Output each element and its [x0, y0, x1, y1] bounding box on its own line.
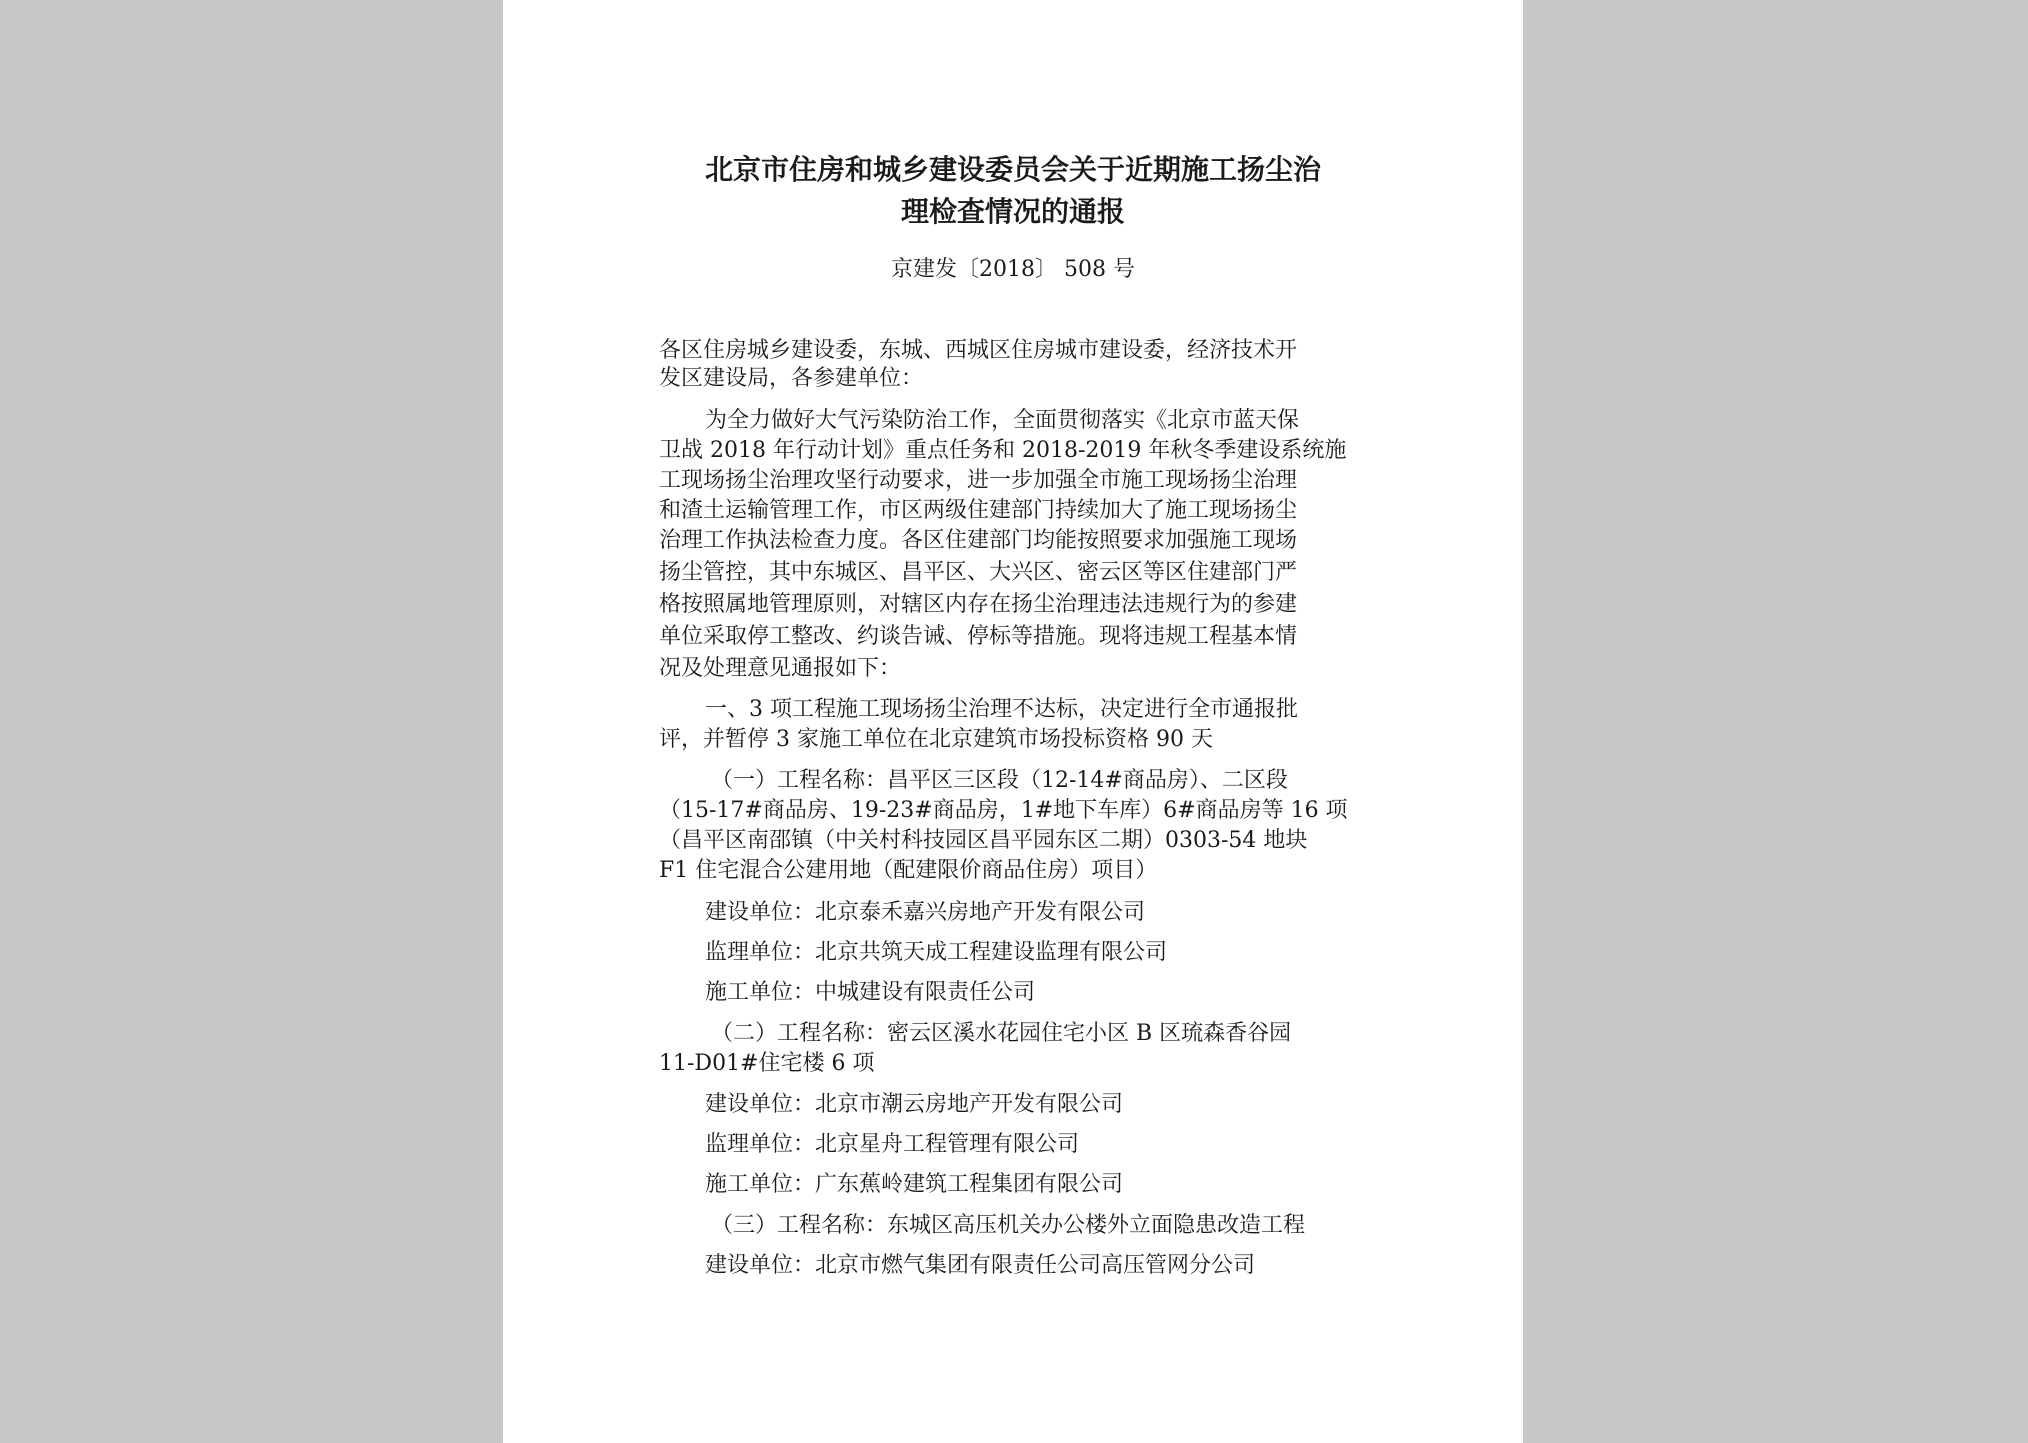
body-line: 一、3 项工程施工现场扬尘治理不达标，决定进行全市通报批 [705, 697, 1298, 722]
body-line: 建设单位：北京市潮云房地产开发有限公司 [705, 1092, 1124, 1117]
body-line: 11-D01#住宅楼 6 项 [659, 1051, 875, 1076]
body-line: 发区建设局，各参建单位： [659, 366, 924, 391]
body-line: （二）工程名称：密云区溪水花园住宅小区 B 区琉森香谷园 [711, 1021, 1292, 1046]
body-line: （三）工程名称：东城区高压机关办公楼外立面隐患改造工程 [711, 1213, 1306, 1238]
body-line: 况及处理意见通报如下： [659, 656, 902, 681]
body-line: 监理单位：北京共筑天成工程建设监理有限公司 [705, 940, 1168, 965]
body-line: 为全力做好大气污染防治工作，全面贯彻落实《北京市蓝天保 [705, 408, 1300, 433]
body-line: （15-17#商品房、19-23#商品房，1#地下车库）6#商品房等 16 项 [659, 798, 1348, 823]
body-line: （一）工程名称：昌平区三区段（12-14#商品房）、二区段 [711, 768, 1288, 793]
body-line: 格按照属地管理原则，对辖区内存在扬尘治理违法违规行为的参建 [659, 592, 1298, 617]
document-title-line-1: 北京市住房和城乡建设委员会关于近期施工扬尘治 [704, 153, 1321, 186]
body-line: 扬尘管控，其中东城区、昌平区、大兴区、密云区等区住建部门严 [659, 560, 1298, 585]
body-line: 建设单位：北京市燃气集团有限责任公司高压管网分公司 [705, 1253, 1256, 1278]
body-line: F1 住宅混合公建用地（配建限价商品住房）项目） [659, 858, 1158, 883]
body-line: （昌平区南邵镇（中关村科技园区昌平园东区二期）0303-54 地块 [659, 828, 1308, 853]
body-line: 卫战 2018 年行动计划》重点任务和 2018-2019 年秋冬季建设系统施 [659, 438, 1347, 463]
body-line: 治理工作执法检查力度。各区住建部门均能按照要求加强施工现场 [659, 528, 1298, 553]
body-line: 监理单位：北京星舟工程管理有限公司 [705, 1132, 1080, 1157]
body-line: 各区住房城乡建设委，东城、西城区住房城市建设委，经济技术开 [659, 338, 1298, 363]
document-page [503, 0, 1523, 1443]
body-line: 和渣土运输管理工作，市区两级住建部门持续加大了施工现场扬尘 [659, 498, 1298, 523]
document-title-line-2: 理检查情况的通报 [900, 195, 1125, 228]
body-line: 施工单位：广东蕉岭建筑工程集团有限公司 [705, 1172, 1124, 1197]
body-line: 单位采取停工整改、约谈告诫、停标等措施。现将违规工程基本情 [659, 624, 1298, 649]
body-line: 工现场扬尘治理攻坚行动要求，进一步加强全市施工现场扬尘治理 [659, 468, 1298, 493]
body-line: 评，并暂停 3 家施工单位在北京建筑市场投标资格 90 天 [659, 727, 1213, 752]
body-line: 施工单位：中城建设有限责任公司 [705, 980, 1036, 1005]
body-line: 建设单位：北京泰禾嘉兴房地产开发有限公司 [705, 900, 1146, 925]
document-number: 京建发〔2018〕 508 号 [891, 257, 1135, 282]
